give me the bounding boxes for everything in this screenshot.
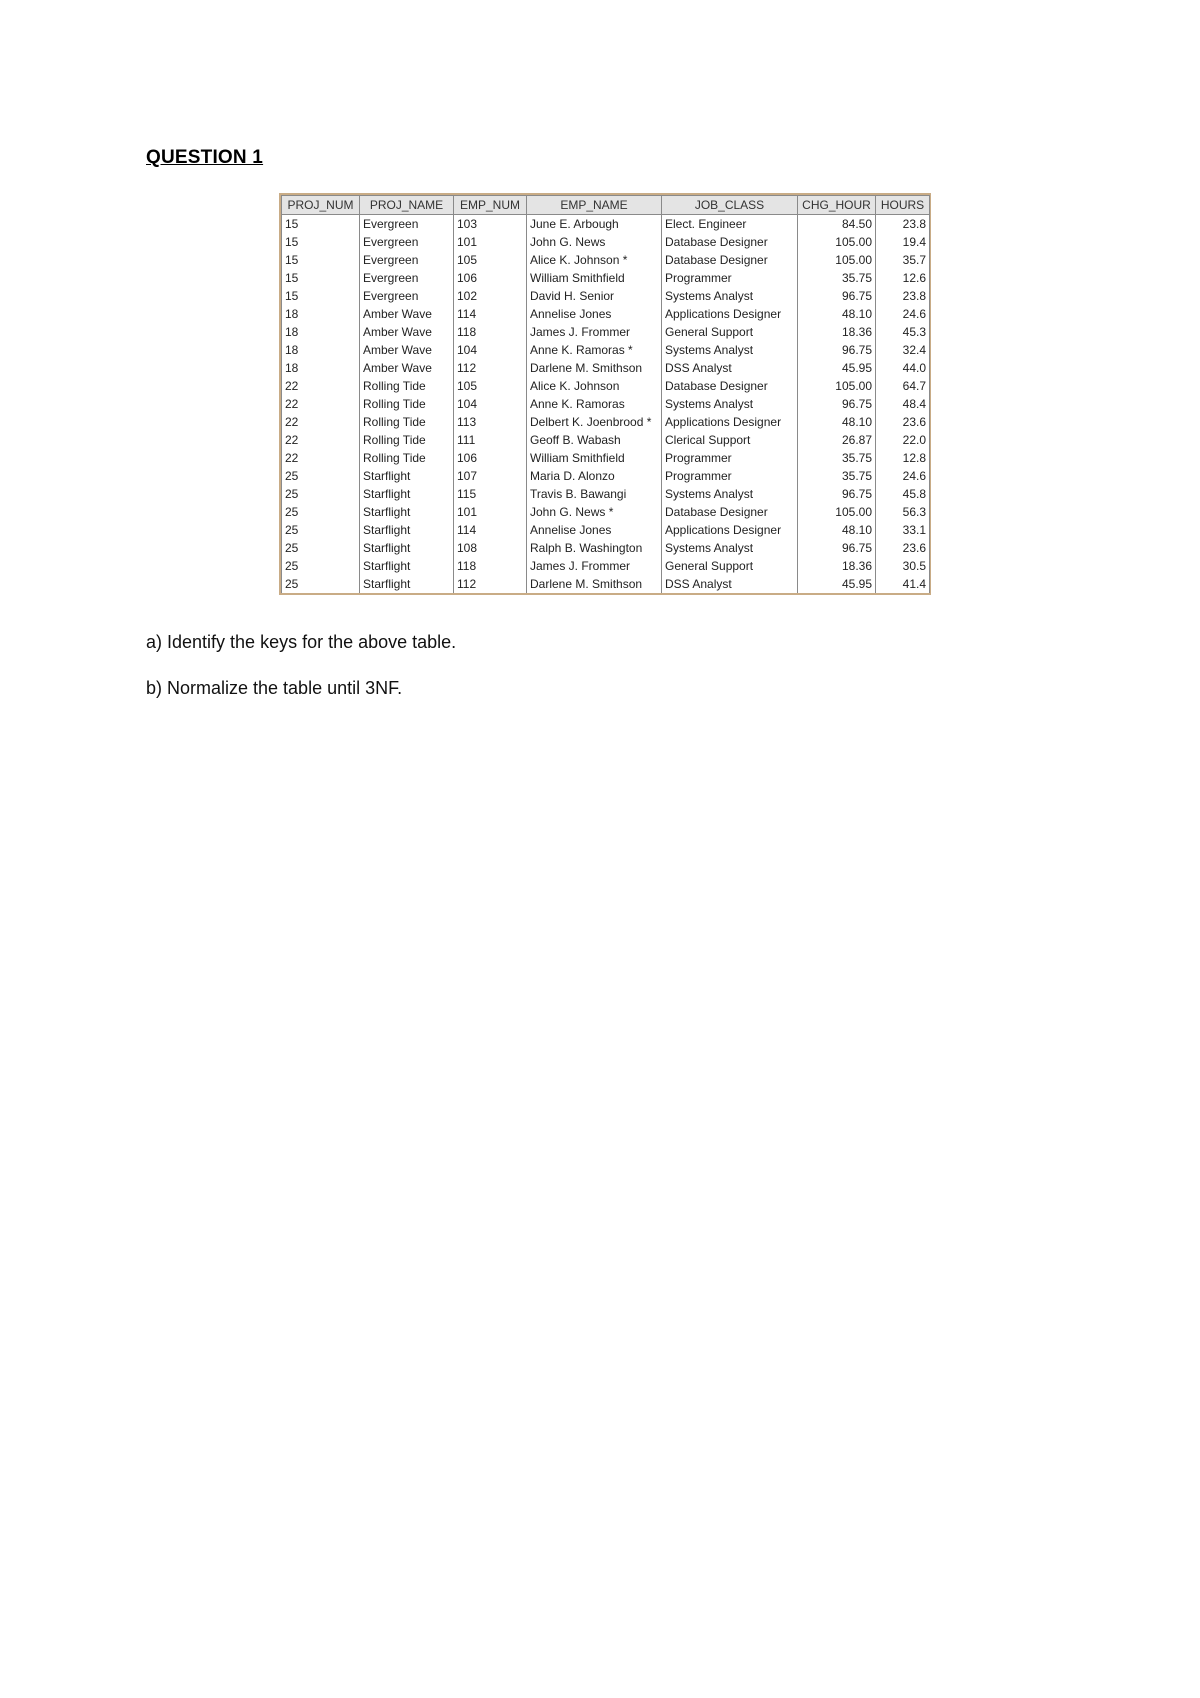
cell-hours: 23.8 — [876, 215, 930, 234]
cell-job-class: Systems Analyst — [662, 341, 798, 359]
cell-job-class: Database Designer — [662, 233, 798, 251]
cell-chg-hour: 45.95 — [798, 359, 876, 377]
cell-proj-name: Evergreen — [360, 269, 454, 287]
cell-chg-hour: 35.75 — [798, 467, 876, 485]
table-row — [282, 557, 930, 575]
cell-proj-num: 18 — [282, 359, 360, 377]
cell-emp-num: 113 — [454, 413, 527, 431]
cell-emp-num: 105 — [454, 251, 527, 269]
cell-chg-hour: 45.95 — [798, 575, 876, 593]
cell-chg-hour: 18.36 — [798, 557, 876, 575]
cell-emp-num: 106 — [454, 269, 527, 287]
cell-emp-name: Annelise Jones — [527, 305, 662, 323]
cell-chg-hour: 96.75 — [798, 287, 876, 305]
cell-job-class: Programmer — [662, 467, 798, 485]
table-row — [282, 377, 930, 395]
cell-emp-num: 118 — [454, 557, 527, 575]
cell-hours: 23.6 — [876, 539, 930, 557]
cell-emp-num: 101 — [454, 233, 527, 251]
cell-proj-name: Evergreen — [360, 251, 454, 269]
cell-proj-num: 15 — [282, 287, 360, 305]
table-row — [282, 359, 930, 377]
cell-emp-name: Annelise Jones — [527, 521, 662, 539]
cell-hours: 44.0 — [876, 359, 930, 377]
data-table-frame — [279, 193, 931, 595]
cell-proj-name: Evergreen — [360, 287, 454, 305]
column-header-emp-num: EMP_NUM — [454, 196, 527, 215]
cell-proj-name: Rolling Tide — [360, 413, 454, 431]
question-a: a) Identify the keys for the above table. — [146, 632, 457, 652]
cell-hours: 41.4 — [876, 575, 930, 593]
cell-proj-name: Evergreen — [360, 233, 454, 251]
table-row — [282, 395, 930, 413]
cell-proj-num: 18 — [282, 323, 360, 341]
table-row — [282, 215, 930, 234]
cell-emp-name: John G. News * — [527, 503, 662, 521]
cell-chg-hour: 48.10 — [798, 305, 876, 323]
cell-emp-name: James J. Frommer — [527, 323, 662, 341]
cell-proj-name: Amber Wave — [360, 341, 454, 359]
cell-job-class: Systems Analyst — [662, 287, 798, 305]
table-row — [282, 467, 930, 485]
cell-proj-name: Amber Wave — [360, 323, 454, 341]
cell-emp-num: 101 — [454, 503, 527, 521]
cell-hours: 24.6 — [876, 305, 930, 323]
cell-proj-num: 25 — [282, 467, 360, 485]
cell-emp-num: 114 — [454, 521, 527, 539]
cell-emp-name: William Smithfield — [527, 449, 662, 467]
cell-emp-name: James J. Frommer — [527, 557, 662, 575]
cell-chg-hour: 26.87 — [798, 431, 876, 449]
cell-chg-hour: 96.75 — [798, 485, 876, 503]
table-row — [282, 233, 930, 251]
cell-hours: 45.3 — [876, 323, 930, 341]
cell-proj-name: Starflight — [360, 467, 454, 485]
table-row — [282, 575, 930, 593]
cell-emp-name: William Smithfield — [527, 269, 662, 287]
cell-emp-name: Alice K. Johnson — [527, 377, 662, 395]
cell-job-class: DSS Analyst — [662, 575, 798, 593]
cell-emp-name: David H. Senior — [527, 287, 662, 305]
cell-proj-num: 15 — [282, 233, 360, 251]
cell-hours: 48.4 — [876, 395, 930, 413]
cell-emp-num: 104 — [454, 341, 527, 359]
column-header-proj-num: PROJ_NUM — [282, 196, 360, 215]
cell-proj-name: Rolling Tide — [360, 449, 454, 467]
data-table — [281, 195, 930, 593]
table-row — [282, 413, 930, 431]
cell-proj-num: 25 — [282, 557, 360, 575]
cell-emp-num: 108 — [454, 539, 527, 557]
cell-hours: 35.7 — [876, 251, 930, 269]
table-row — [282, 431, 930, 449]
cell-job-class: General Support — [662, 557, 798, 575]
cell-emp-num: 111 — [454, 431, 527, 449]
cell-proj-num: 25 — [282, 575, 360, 593]
cell-hours: 45.8 — [876, 485, 930, 503]
cell-chg-hour: 105.00 — [798, 251, 876, 269]
cell-emp-name: Anne K. Ramoras * — [527, 341, 662, 359]
cell-chg-hour: 48.10 — [798, 413, 876, 431]
cell-proj-name: Starflight — [360, 521, 454, 539]
table-row — [282, 323, 930, 341]
table-row — [282, 269, 930, 287]
table-row — [282, 521, 930, 539]
column-header-hours: HOURS — [876, 196, 930, 215]
cell-job-class: DSS Analyst — [662, 359, 798, 377]
cell-job-class: General Support — [662, 323, 798, 341]
cell-job-class: Elect. Engineer — [662, 215, 798, 234]
cell-emp-num: 115 — [454, 485, 527, 503]
cell-proj-num: 18 — [282, 341, 360, 359]
cell-proj-name: Starflight — [360, 557, 454, 575]
cell-job-class: Applications Designer — [662, 521, 798, 539]
cell-proj-num: 22 — [282, 431, 360, 449]
table-row — [282, 503, 930, 521]
cell-job-class: Programmer — [662, 269, 798, 287]
cell-emp-num: 118 — [454, 323, 527, 341]
cell-hours: 30.5 — [876, 557, 930, 575]
cell-proj-num: 25 — [282, 539, 360, 557]
cell-emp-num: 107 — [454, 467, 527, 485]
page-title: QUESTION 1 — [146, 147, 264, 168]
cell-emp-name: Anne K. Ramoras — [527, 395, 662, 413]
cell-proj-name: Starflight — [360, 485, 454, 503]
cell-proj-name: Rolling Tide — [360, 395, 454, 413]
cell-emp-name: Alice K. Johnson * — [527, 251, 662, 269]
cell-emp-num: 106 — [454, 449, 527, 467]
cell-proj-num: 18 — [282, 305, 360, 323]
cell-job-class: Database Designer — [662, 503, 798, 521]
cell-hours: 22.0 — [876, 431, 930, 449]
cell-job-class: Systems Analyst — [662, 539, 798, 557]
cell-chg-hour: 105.00 — [798, 233, 876, 251]
cell-proj-name: Amber Wave — [360, 305, 454, 323]
cell-chg-hour: 48.10 — [798, 521, 876, 539]
cell-proj-name: Starflight — [360, 539, 454, 557]
cell-job-class: Database Designer — [662, 251, 798, 269]
cell-emp-num: 112 — [454, 575, 527, 593]
cell-job-class: Programmer — [662, 449, 798, 467]
cell-emp-num: 105 — [454, 377, 527, 395]
cell-hours: 56.3 — [876, 503, 930, 521]
cell-job-class: Systems Analyst — [662, 395, 798, 413]
cell-proj-num: 22 — [282, 449, 360, 467]
table-row — [282, 305, 930, 323]
cell-proj-num: 25 — [282, 503, 360, 521]
cell-proj-name: Rolling Tide — [360, 431, 454, 449]
cell-emp-num: 114 — [454, 305, 527, 323]
cell-job-class: Database Designer — [662, 377, 798, 395]
column-header-emp-name: EMP_NAME — [527, 196, 662, 215]
cell-chg-hour: 105.00 — [798, 377, 876, 395]
cell-emp-num: 104 — [454, 395, 527, 413]
cell-emp-name: Darlene M. Smithson — [527, 359, 662, 377]
cell-emp-name: June E. Arbough — [527, 215, 662, 234]
cell-hours: 12.8 — [876, 449, 930, 467]
table-row — [282, 485, 930, 503]
column-header-job-class: JOB_CLASS — [662, 196, 798, 215]
cell-proj-name: Evergreen — [360, 215, 454, 234]
cell-hours: 32.4 — [876, 341, 930, 359]
cell-emp-name: Ralph B. Washington — [527, 539, 662, 557]
cell-job-class: Clerical Support — [662, 431, 798, 449]
table-row — [282, 251, 930, 269]
cell-chg-hour: 18.36 — [798, 323, 876, 341]
table-header-row — [282, 196, 930, 215]
table-row — [282, 341, 930, 359]
cell-chg-hour: 35.75 — [798, 269, 876, 287]
question-b: b) Normalize the table until 3NF. — [146, 678, 403, 698]
table-row — [282, 287, 930, 305]
cell-chg-hour: 96.75 — [798, 341, 876, 359]
cell-hours: 24.6 — [876, 467, 930, 485]
cell-hours: 23.6 — [876, 413, 930, 431]
cell-hours: 12.6 — [876, 269, 930, 287]
cell-hours: 33.1 — [876, 521, 930, 539]
cell-emp-num: 112 — [454, 359, 527, 377]
table-row — [282, 449, 930, 467]
cell-chg-hour: 96.75 — [798, 395, 876, 413]
cell-emp-name: Maria D. Alonzo — [527, 467, 662, 485]
cell-proj-num: 22 — [282, 413, 360, 431]
cell-emp-name: Travis B. Bawangi — [527, 485, 662, 503]
cell-hours: 23.8 — [876, 287, 930, 305]
cell-emp-name: John G. News — [527, 233, 662, 251]
cell-proj-num: 15 — [282, 269, 360, 287]
cell-emp-name: Geoff B. Wabash — [527, 431, 662, 449]
cell-chg-hour: 96.75 — [798, 539, 876, 557]
cell-proj-num: 15 — [282, 215, 360, 234]
cell-emp-num: 102 — [454, 287, 527, 305]
column-header-chg-hour: CHG_HOUR — [798, 196, 876, 215]
cell-proj-num: 15 — [282, 251, 360, 269]
cell-job-class: Systems Analyst — [662, 485, 798, 503]
cell-chg-hour: 35.75 — [798, 449, 876, 467]
cell-hours: 64.7 — [876, 377, 930, 395]
cell-proj-num: 22 — [282, 395, 360, 413]
column-header-proj-name: PROJ_NAME — [360, 196, 454, 215]
cell-chg-hour: 105.00 — [798, 503, 876, 521]
cell-job-class: Applications Designer — [662, 413, 798, 431]
cell-proj-num: 25 — [282, 485, 360, 503]
cell-proj-name: Rolling Tide — [360, 377, 454, 395]
cell-emp-name: Darlene M. Smithson — [527, 575, 662, 593]
table-row — [282, 539, 930, 557]
cell-emp-num: 103 — [454, 215, 527, 234]
cell-chg-hour: 84.50 — [798, 215, 876, 234]
cell-job-class: Applications Designer — [662, 305, 798, 323]
cell-proj-name: Starflight — [360, 575, 454, 593]
cell-emp-name: Delbert K. Joenbrood * — [527, 413, 662, 431]
cell-hours: 19.4 — [876, 233, 930, 251]
cell-proj-num: 22 — [282, 377, 360, 395]
cell-proj-name: Starflight — [360, 503, 454, 521]
cell-proj-name: Amber Wave — [360, 359, 454, 377]
cell-proj-num: 25 — [282, 521, 360, 539]
